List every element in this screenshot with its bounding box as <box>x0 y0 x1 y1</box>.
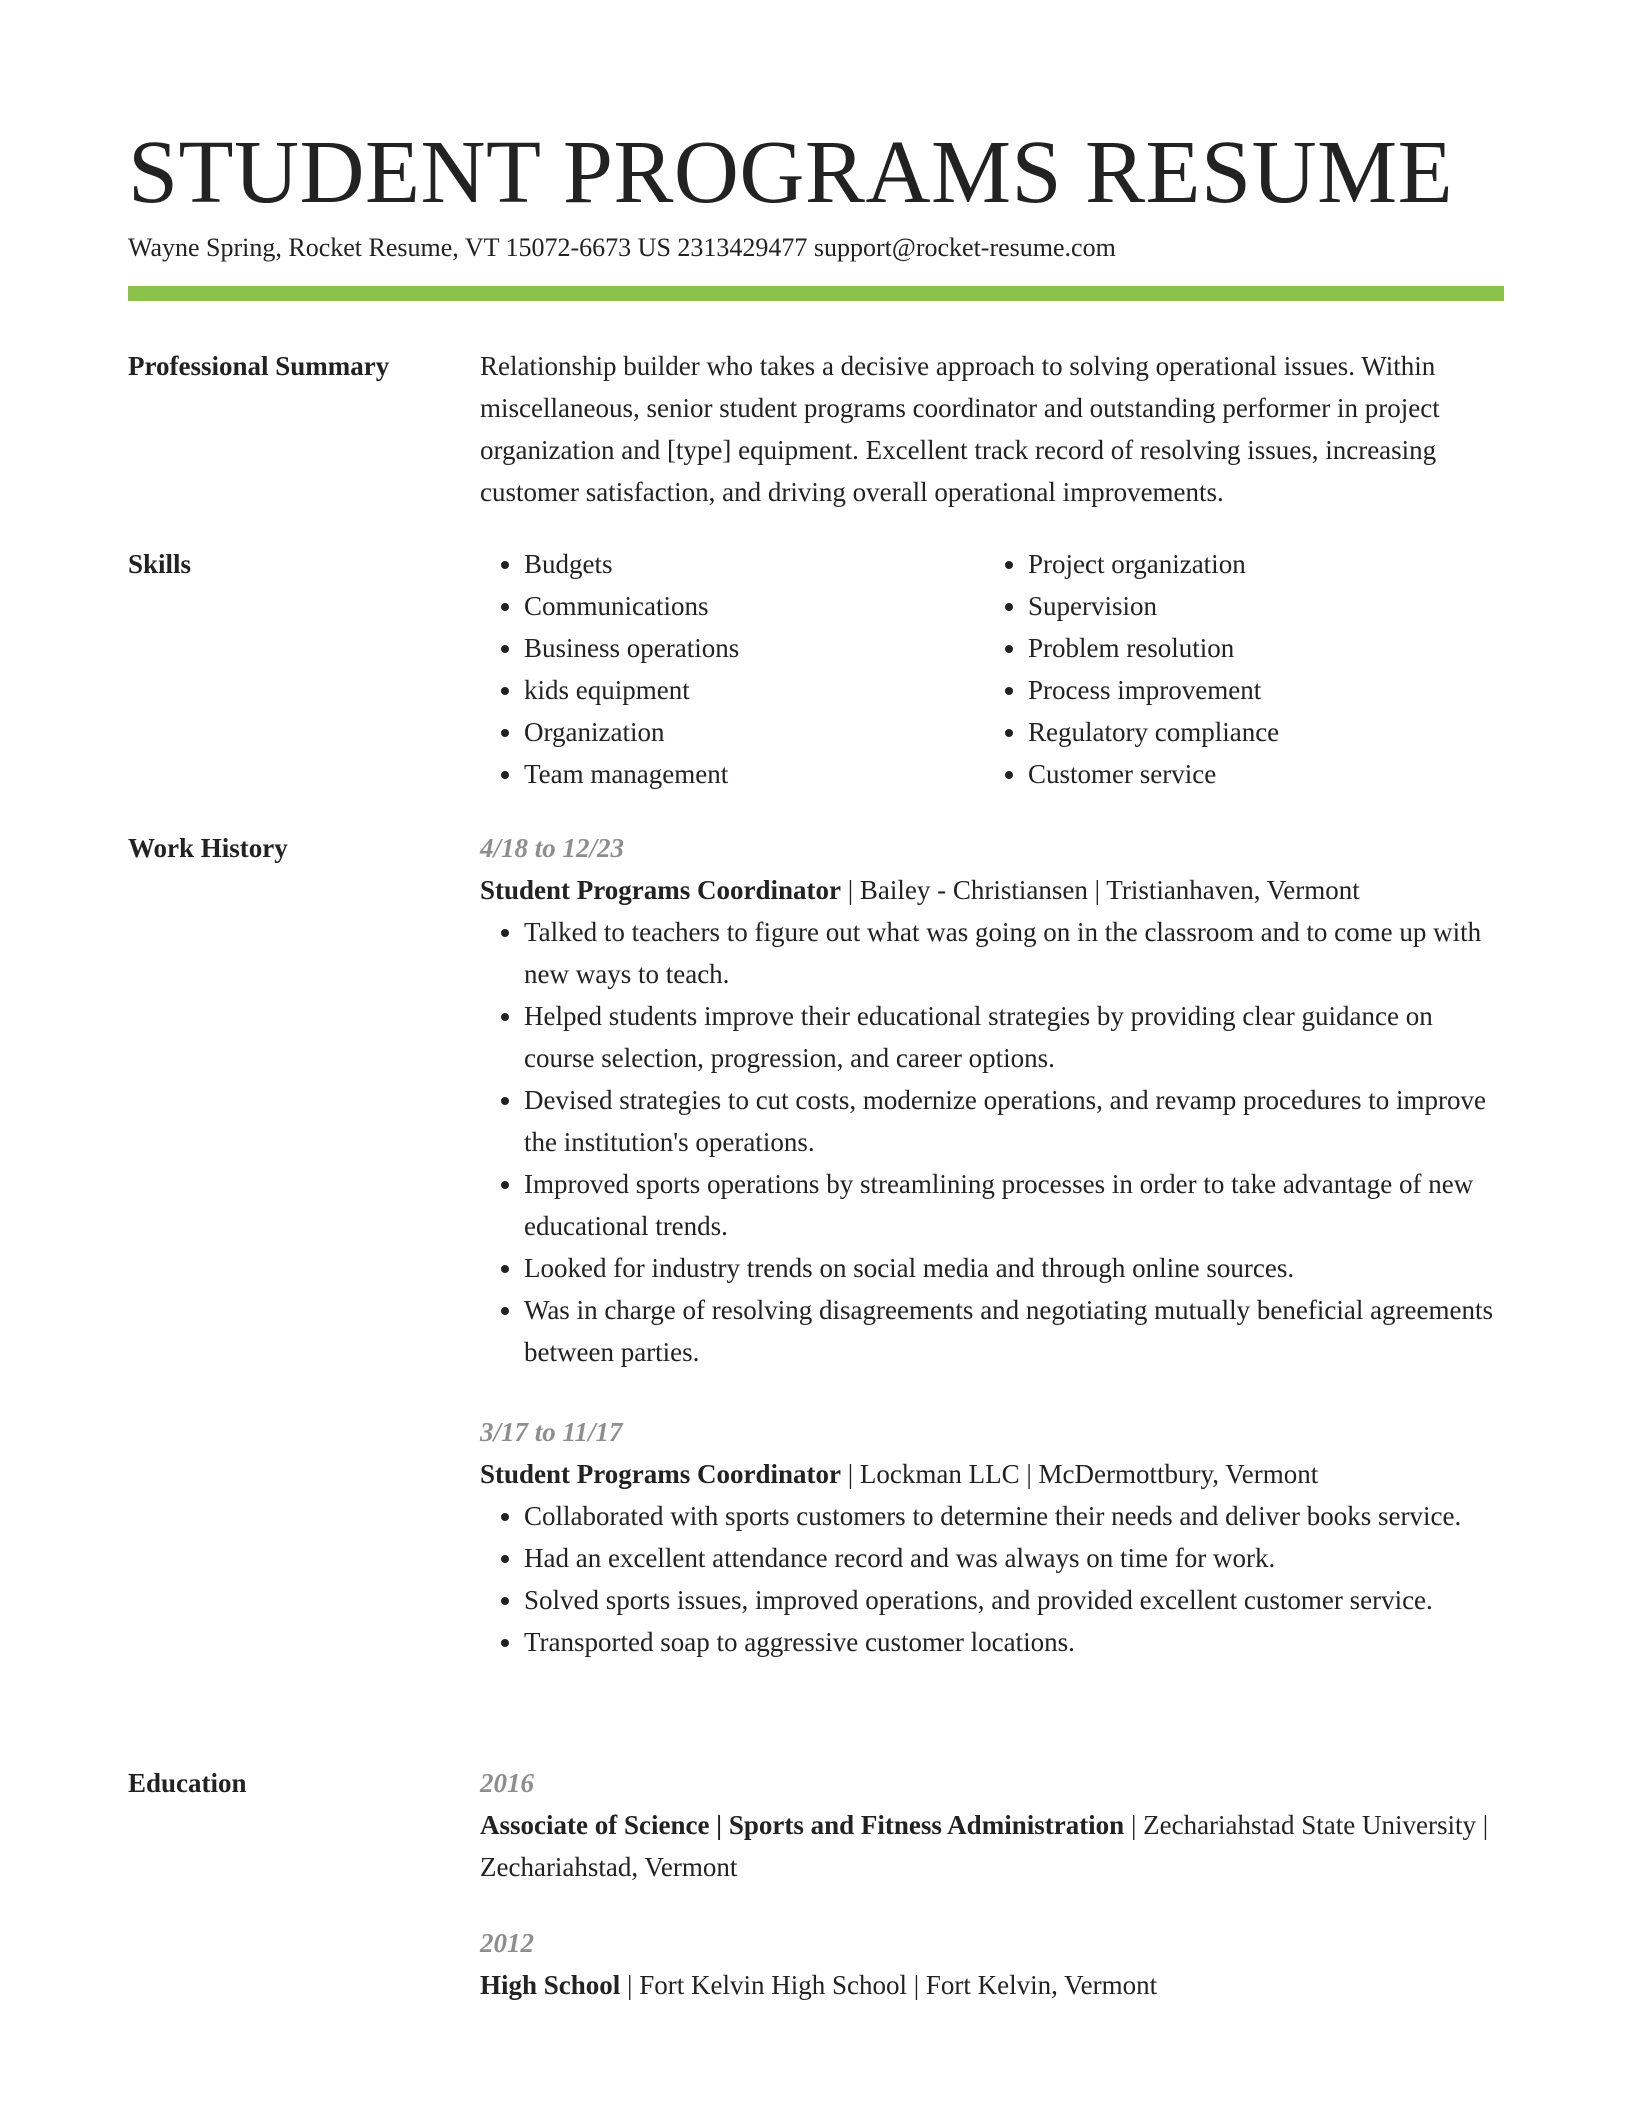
education-degree: Associate of Science | Sports and Fitness Administration <box>480 1810 1125 1840</box>
header-divider <box>128 286 1504 301</box>
work-history-body <box>480 827 1504 1663</box>
job-bullet: • Improved sports operations by streamlining processes in order to take advantage of new educational trends. <box>524 1163 1504 1247</box>
job-bullets <box>480 911 1504 1373</box>
skill-item: • Team management <box>524 753 984 795</box>
education-year: 2016 <box>480 1768 534 1798</box>
skill-item: • Supervision <box>1028 585 1488 627</box>
contact-line: Wayne Spring, Rocket Resume, VT 15072-6673 US 2313429477 support@rocket-resume.com <box>128 233 1116 262</box>
job-dates: 3/17 to 11/17 <box>480 1417 623 1447</box>
job-bullet: • Transported soap to aggressive customer locations. <box>524 1621 1504 1663</box>
job-heading <box>480 1453 1504 1495</box>
skill-item: • kids equipment <box>524 669 984 711</box>
job-bullet: • Collaborated with sports customers to determine their needs and deliver books service. <box>524 1495 1504 1537</box>
skills-column-left <box>480 543 984 795</box>
education-details: | Zechariahstad State University | Zechariahstad, Vermont <box>480 1810 1489 1882</box>
job-bullet: • Had an excellent attendance record and was always on time for work. <box>524 1537 1504 1579</box>
education-heading <box>480 1964 1504 2006</box>
skill-item: • Communications <box>524 585 984 627</box>
job-bullet: • Helped students improve their educational strategies by providing clear guidance on course selection, progression, and career options. <box>524 995 1504 1079</box>
skill-item: • Organization <box>524 711 984 753</box>
education-body <box>480 1762 1504 2006</box>
job-bullet: • Solved sports issues, improved operations, and provided excellent customer service. <box>524 1579 1504 1621</box>
job-title: Student Programs Coordinator <box>480 875 841 905</box>
job-heading <box>480 869 1504 911</box>
education-details: | Fort Kelvin High School | Fort Kelvin, Vermont <box>620 1970 1158 2000</box>
job-title: Student Programs Coordinator <box>480 1459 841 1489</box>
job-bullet: • Was in charge of resolving disagreements and negotiating mutually beneficial agreements between parties. <box>524 1289 1504 1373</box>
job-bullet: • Devised strategies to cut costs, modernize operations, and revamp procedures to improve the institution's operations. <box>524 1079 1504 1163</box>
skills-column-right <box>984 543 1488 795</box>
education-heading <box>480 1804 1504 1888</box>
education-year: 2012 <box>480 1928 534 1958</box>
skill-item: • Business operations <box>524 627 984 669</box>
job-details: | Bailey - Christiansen | Tristianhaven, Vermont <box>841 875 1360 905</box>
skill-item: • Regulatory compliance <box>1028 711 1488 753</box>
job-bullet: • Talked to teachers to figure out what was going on in the classroom and to come up with new ways to teach. <box>524 911 1504 995</box>
education-label: Education <box>128 1768 247 1798</box>
skills-body <box>480 543 1504 795</box>
education-entry <box>480 1762 1504 1888</box>
education-degree: High School <box>480 1970 621 2000</box>
job-entry <box>480 1411 1504 1663</box>
resume-title: STUDENT PROGRAMS RESUME <box>128 123 1454 222</box>
skill-item: • Budgets <box>524 543 984 585</box>
skill-item: • Project organization <box>1028 543 1488 585</box>
summary-body <box>480 345 1504 513</box>
summary-label: Professional Summary <box>128 351 390 381</box>
job-entry <box>480 827 1504 1373</box>
job-bullets <box>480 1495 1504 1663</box>
summary-text: Relationship builder who takes a decisive approach to solving operational issues. Within miscellaneous, senior student programs coordinator and outstanding performer in project organization and [type] equipment. Excellent track record of resolving issues, increasing customer satisfaction, and driving overall operational improvements. <box>480 351 1440 507</box>
education-entry <box>480 1922 1504 2006</box>
work-history-label: Work History <box>128 833 288 863</box>
job-details: | Lockman LLC | McDermottbury, Vermont <box>841 1459 1319 1489</box>
skills-label: Skills <box>128 549 192 579</box>
skill-item: • Problem resolution <box>1028 627 1488 669</box>
skill-item: • Process improvement <box>1028 669 1488 711</box>
job-dates: 4/18 to 12/23 <box>480 833 625 863</box>
job-bullet: • Looked for industry trends on social media and through online sources. <box>524 1247 1504 1289</box>
skill-item: • Customer service <box>1028 753 1488 795</box>
